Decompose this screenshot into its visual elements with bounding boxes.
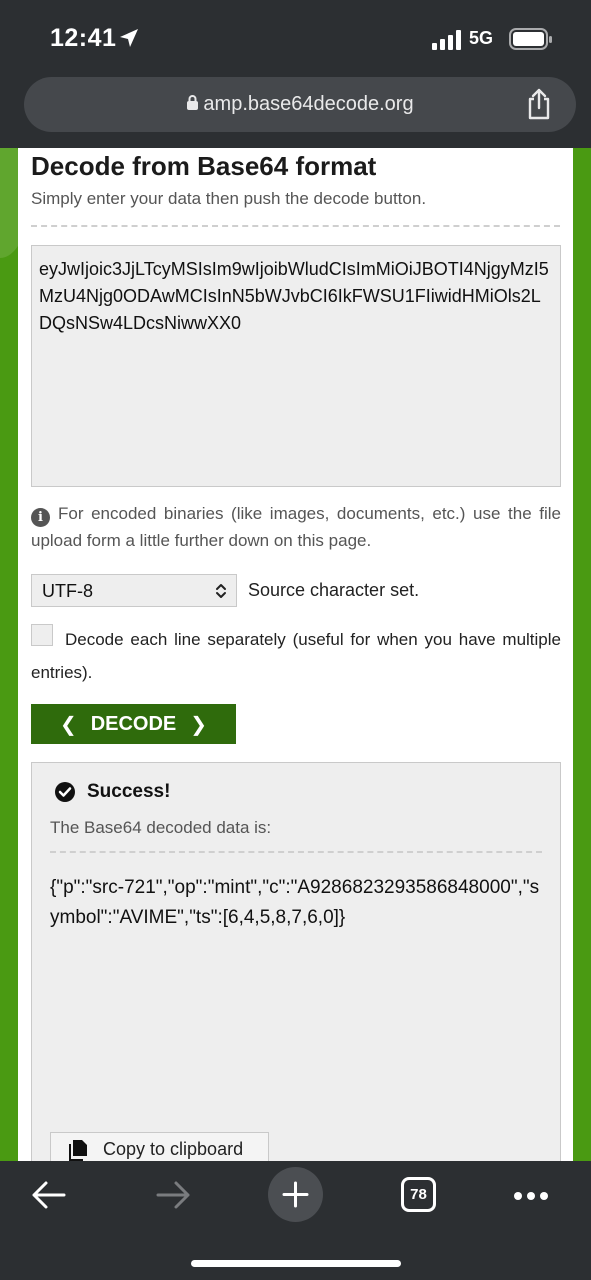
- tab-switcher-button[interactable]: 78: [401, 1177, 436, 1212]
- check-circle-icon: [54, 781, 76, 803]
- status-time: 12:41: [50, 24, 117, 52]
- divider: [50, 851, 542, 853]
- home-indicator: [191, 1260, 401, 1267]
- share-icon[interactable]: [524, 87, 554, 121]
- decode-lines-label: Decode each line separately (useful for when you have multiple entries).: [31, 630, 561, 682]
- success-title: Success!: [87, 781, 171, 802]
- charset-value: UTF-8: [42, 581, 93, 601]
- forward-arrow-icon[interactable]: [154, 1179, 192, 1211]
- info-note: [31, 500, 561, 554]
- page-title: Decode from Base64 format: [31, 151, 377, 181]
- result-subtitle: The Base64 decoded data is:: [50, 818, 272, 837]
- chevron-right-icon: ❯: [190, 712, 208, 736]
- result-panel: [31, 762, 561, 1161]
- plus-icon: [282, 1181, 309, 1208]
- signal-icon: [432, 30, 464, 50]
- network-label: 5G: [469, 28, 494, 48]
- more-icon[interactable]: [513, 1191, 549, 1201]
- battery-icon: [509, 28, 553, 50]
- info-text: For encoded binaries (like images, documents, etc.) use the file upload form a little further down on this page.: [31, 504, 561, 550]
- url-display[interactable]: [24, 93, 576, 116]
- page-subtitle: Simply enter your data then push the decode button.: [31, 189, 427, 208]
- browser-toolbar: [0, 1161, 591, 1280]
- copy-to-clipboard-button[interactable]: [50, 1132, 269, 1161]
- back-arrow-icon[interactable]: [30, 1179, 68, 1211]
- charset-label: Source character set.: [248, 580, 420, 600]
- main-content: [18, 148, 573, 1161]
- chevron-left-icon: ❮: [59, 712, 77, 736]
- web-page: [0, 148, 591, 1161]
- address-bar[interactable]: [24, 77, 576, 132]
- decode-button[interactable]: [31, 704, 236, 744]
- decode-lines-checkbox[interactable]: [31, 624, 53, 646]
- decoded-output[interactable]: {"p":"src-721","op":"mint","c":"A9286823293586848000","symbol":"AVIME","ts":[6,4,5,8,7,6,0]}: [50, 877, 540, 928]
- location-arrow-icon: [118, 27, 140, 49]
- url-text: amp.base64decode.org: [203, 93, 414, 115]
- charset-select[interactable]: [31, 574, 237, 607]
- decode-button-label: DECODE: [90, 712, 177, 735]
- new-tab-button[interactable]: [268, 1167, 323, 1222]
- base64-input[interactable]: eyJwIjoic3JjLTcyMSIsIm9wIjoibWludCIsImMiOiJBOTI4NjgyMzI5MzU4Njg0ODAwMCIsInN5bWJvbCI6IkFWSU1FIiwidHMiOls2LDQsNSw4LDcsNiwwXX0: [31, 245, 561, 487]
- copy-button-label: Copy to clipboard: [103, 1139, 244, 1159]
- chevron-updown-icon: [214, 583, 228, 599]
- divider: [31, 225, 560, 227]
- info-icon: i: [31, 508, 50, 527]
- browser-top-chrome: [0, 0, 591, 148]
- lock-icon: [186, 94, 199, 111]
- copy-icon: [69, 1139, 89, 1161]
